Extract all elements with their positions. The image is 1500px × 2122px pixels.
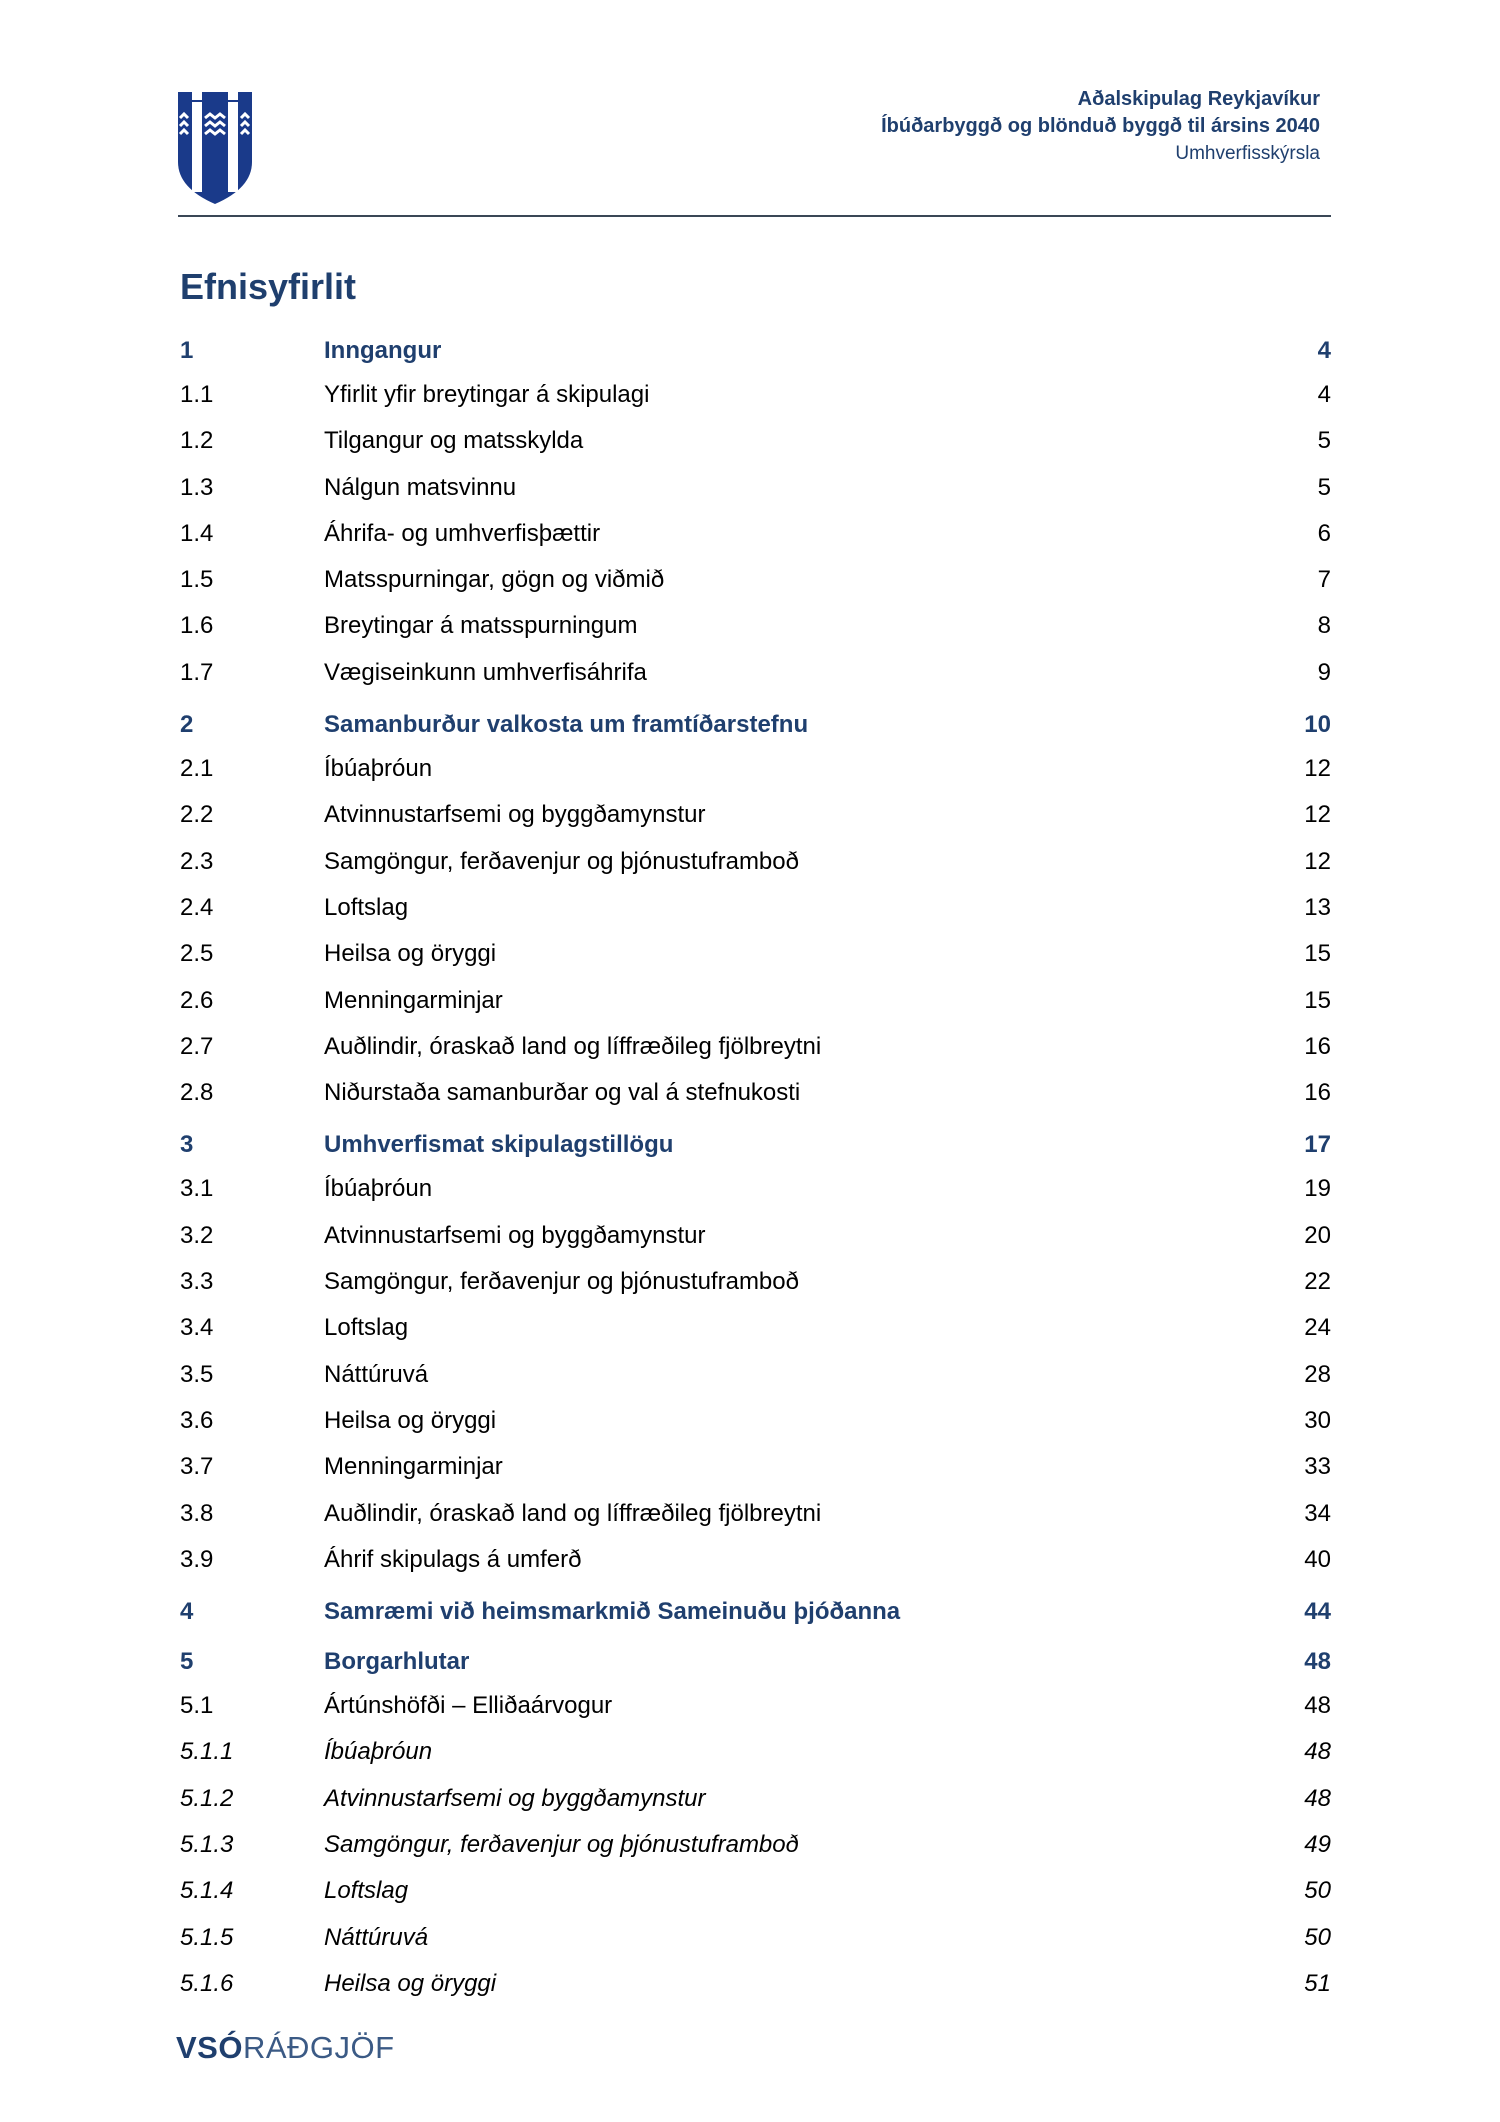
- toc-entry-number: 3.9: [180, 1545, 214, 1573]
- toc-entry-page[interactable]: 49: [1304, 1831, 1331, 1859]
- toc-entry-page[interactable]: 48: [1304, 1738, 1331, 1766]
- toc-entry-title[interactable]: Menningarminjar: [324, 1453, 503, 1481]
- header-report-type: Umhverfisskýrsla: [1175, 143, 1320, 164]
- toc-title: Efnisyfirlit: [180, 266, 357, 307]
- toc-entry-title[interactable]: Umhverfismat skipulagstillögu: [324, 1131, 674, 1159]
- toc-section-entry[interactable]: [180, 746, 1331, 792]
- header-plan-subtitle: Íbúðarbyggð og blönduð byggð til ársins 2040: [881, 115, 1320, 137]
- toc-entry-number: 1.7: [180, 658, 214, 686]
- toc-entry-title[interactable]: Auðlindir, óraskað land og líffræðileg fjölbreytni: [324, 1499, 822, 1527]
- toc-entry-page[interactable]: 13: [1304, 893, 1331, 921]
- toc-entry-title[interactable]: Loftslag: [324, 893, 409, 921]
- toc-section-entry[interactable]: [180, 1491, 1331, 1537]
- toc-entry-number: 5.1.6: [180, 1969, 234, 1997]
- toc-entry-number: 2.5: [180, 940, 214, 968]
- toc-entry-title[interactable]: Heilsa og öryggi: [324, 1406, 497, 1434]
- toc-entry-page[interactable]: 34: [1304, 1499, 1331, 1527]
- toc-section-entry[interactable]: [180, 1444, 1331, 1490]
- toc-entry-page[interactable]: 15: [1304, 940, 1331, 968]
- toc-entry-number: 2.1: [180, 755, 214, 783]
- toc-entry-page[interactable]: 8: [1317, 612, 1331, 640]
- toc-entry-page[interactable]: 9: [1317, 658, 1331, 686]
- toc-subsection-entry[interactable]: [180, 1776, 1331, 1822]
- toc-entry-title[interactable]: Íbúaþróun: [324, 755, 433, 783]
- footer-brand-bold: VSÓ: [176, 2030, 243, 2065]
- toc-entry-title[interactable]: Vægiseinkunn umhverfisáhrifa: [324, 658, 647, 686]
- toc-entry-title[interactable]: Náttúruvá: [324, 1923, 429, 1951]
- toc-entry-page[interactable]: 10: [1304, 711, 1331, 739]
- reykjavik-coat-of-arms-icon: [178, 92, 252, 204]
- toc-entry-title[interactable]: Ártúnshöfði – Elliðaárvogur: [324, 1692, 613, 1720]
- toc-entry-title[interactable]: Loftslag: [324, 1314, 409, 1342]
- toc-entry-number: 2.7: [180, 1032, 214, 1060]
- toc-entry-number: 1.2: [180, 427, 214, 455]
- toc-entry-page[interactable]: 44: [1304, 1598, 1331, 1626]
- toc-entry-number: 1: [180, 337, 194, 364]
- toc-entry-page[interactable]: 24: [1304, 1314, 1331, 1342]
- toc-section-entry[interactable]: [180, 511, 1331, 557]
- toc-entry-title[interactable]: Heilsa og öryggi: [324, 1969, 497, 1997]
- toc-entry-page[interactable]: 6: [1317, 519, 1331, 547]
- toc-entry-number: 3.7: [180, 1453, 214, 1481]
- toc-entry-number: 5.1.2: [180, 1784, 234, 1812]
- toc-entry-number: 2.3: [180, 847, 214, 875]
- toc-entry-page[interactable]: 22: [1304, 1268, 1331, 1296]
- table-of-contents: [180, 330, 1331, 2007]
- toc-chapter-entry[interactable]: [180, 704, 1331, 746]
- toc-entry-page[interactable]: 7: [1317, 566, 1331, 594]
- toc-entry-title[interactable]: Niðurstaða samanburðar og val á stefnukosti: [324, 1079, 801, 1107]
- vso-radgjof-logo: [176, 2030, 395, 2066]
- toc-section-entry[interactable]: [180, 1683, 1331, 1729]
- toc-entry-page[interactable]: 48: [1304, 1648, 1331, 1676]
- toc-entry-page[interactable]: 30: [1304, 1406, 1331, 1434]
- toc-entry-number: 1.6: [180, 612, 214, 640]
- toc-section-entry[interactable]: [180, 1305, 1331, 1351]
- toc-entry-title[interactable]: Matsspurningar, gögn og viðmið: [324, 566, 665, 594]
- toc-entry-page[interactable]: 20: [1304, 1221, 1331, 1249]
- toc-section-entry[interactable]: [180, 650, 1331, 696]
- toc-section-entry[interactable]: [180, 885, 1331, 931]
- toc-entry-number: 1.3: [180, 473, 214, 501]
- toc-entry-page[interactable]: 5: [1317, 473, 1331, 501]
- toc-entry-number: 5.1.4: [180, 1877, 234, 1905]
- toc-entry-number: 3.1: [180, 1175, 214, 1203]
- toc-entry-title[interactable]: Auðlindir, óraskað land og líffræðileg fjölbreytni: [324, 1032, 822, 1060]
- toc-entry-title[interactable]: Íbúaþróun: [324, 1738, 433, 1766]
- toc-entry-page[interactable]: 33: [1304, 1453, 1331, 1481]
- toc-section-entry[interactable]: [180, 372, 1331, 418]
- toc-section-entry[interactable]: [180, 1166, 1331, 1212]
- toc-entry-page[interactable]: 5: [1317, 427, 1331, 455]
- toc-entry-number: 3.4: [180, 1314, 214, 1342]
- toc-entry-number: 5.1.5: [180, 1923, 234, 1951]
- toc-entry-title[interactable]: Atvinnustarfsemi og byggðamynstur: [324, 1221, 706, 1249]
- toc-section-entry[interactable]: [180, 978, 1331, 1024]
- toc-section-entry[interactable]: [180, 792, 1331, 838]
- toc-entry-number: 5.1.1: [180, 1738, 234, 1766]
- toc-entry-title[interactable]: Íbúaþróun: [324, 1175, 433, 1203]
- toc-entry-page[interactable]: 50: [1304, 1877, 1331, 1905]
- toc-entry-title[interactable]: Áhrifa- og umhverfisþættir: [324, 519, 601, 547]
- toc-entry-number: 1.1: [180, 381, 214, 408]
- toc-entry-title[interactable]: Tilgangur og matsskylda: [324, 427, 584, 455]
- toc-entry-page[interactable]: 50: [1304, 1923, 1331, 1951]
- toc-entry-number: 3.3: [180, 1268, 214, 1296]
- toc-entry-title[interactable]: Samræmi við heimsmarkmið Sameinuðu þjóðanna: [324, 1598, 901, 1626]
- toc-section-entry[interactable]: [180, 418, 1331, 464]
- toc-section-entry[interactable]: [180, 1352, 1331, 1398]
- toc-entry-page[interactable]: 48: [1304, 1692, 1331, 1720]
- toc-section-entry[interactable]: [180, 465, 1331, 511]
- toc-entry-page[interactable]: 4: [1317, 381, 1331, 408]
- toc-entry-number: 5.1: [180, 1692, 214, 1720]
- toc-entry-title[interactable]: Heilsa og öryggi: [324, 940, 497, 968]
- toc-entry-title[interactable]: Áhrif skipulags á umferð: [324, 1545, 582, 1573]
- toc-subsection-entry[interactable]: [180, 1961, 1331, 2007]
- toc-entry-title[interactable]: Samgöngur, ferðavenjur og þjónustuframboð: [324, 1268, 799, 1296]
- footer-brand-light: RÁÐGJÖF: [242, 2030, 395, 2065]
- toc-subsection-entry[interactable]: [180, 1868, 1331, 1914]
- toc-chapter-entry[interactable]: [180, 1591, 1331, 1633]
- toc-entry-number: 4: [180, 1598, 194, 1626]
- toc-entry-title[interactable]: Nálgun matsvinnu: [324, 473, 517, 501]
- toc-section-entry[interactable]: [180, 1070, 1331, 1116]
- toc-entry-title[interactable]: Samanburður valkosta um framtíðarstefnu: [324, 711, 809, 739]
- toc-entry-number: 2.8: [180, 1079, 214, 1107]
- toc-entry-title[interactable]: Samgöngur, ferðavenjur og þjónustuframboð: [324, 847, 799, 875]
- toc-entry-title[interactable]: Samgöngur, ferðavenjur og þjónustuframboð: [324, 1831, 799, 1859]
- toc-section-entry[interactable]: [180, 1024, 1331, 1070]
- toc-entry-page[interactable]: 4: [1317, 337, 1331, 364]
- toc-entry-title[interactable]: Yfirlit yfir breytingar á skipulagi: [324, 381, 650, 408]
- toc-entry-number: 2.6: [180, 986, 214, 1014]
- toc-entry-title[interactable]: Breytingar á matsspurningum: [324, 612, 638, 640]
- toc-section-entry[interactable]: [180, 603, 1331, 649]
- toc-subsection-entry[interactable]: [180, 1729, 1331, 1775]
- toc-entry-number: 1.4: [180, 519, 214, 547]
- toc-subsection-entry[interactable]: [180, 1822, 1331, 1868]
- toc-entry-page[interactable]: 12: [1304, 801, 1331, 829]
- toc-subsection-entry[interactable]: [180, 1915, 1331, 1961]
- toc-section-entry[interactable]: [180, 1398, 1331, 1444]
- toc-entry-number: 3.5: [180, 1360, 214, 1388]
- toc-entry-page[interactable]: 19: [1304, 1175, 1331, 1203]
- toc-entry-page[interactable]: 16: [1304, 1032, 1331, 1060]
- toc-entry-number: 3: [180, 1131, 194, 1159]
- toc-section-entry[interactable]: [180, 1537, 1331, 1583]
- toc-entry-page[interactable]: 12: [1304, 755, 1331, 783]
- toc-entry-page[interactable]: 51: [1304, 1969, 1331, 1997]
- toc-entry-number: 5: [180, 1648, 194, 1676]
- toc-entry-title[interactable]: Atvinnustarfsemi og byggðamynstur: [324, 801, 706, 829]
- toc-entry-page[interactable]: 28: [1304, 1360, 1331, 1388]
- toc-entry-number: 2.2: [180, 801, 214, 829]
- toc-entry-page[interactable]: 17: [1304, 1131, 1331, 1159]
- toc-entry-page[interactable]: 48: [1304, 1784, 1331, 1812]
- toc-entry-title[interactable]: Náttúruvá: [324, 1360, 429, 1388]
- toc-entry-title[interactable]: Inngangur: [324, 337, 442, 364]
- toc-section-entry[interactable]: [180, 839, 1331, 885]
- toc-section-entry[interactable]: [180, 1213, 1331, 1259]
- toc-chapter-entry[interactable]: [180, 1124, 1331, 1166]
- toc-entry-number: 3.2: [180, 1221, 214, 1249]
- document-header: [881, 86, 1320, 167]
- toc-entry-title[interactable]: Atvinnustarfsemi og byggðamynstur: [324, 1784, 706, 1812]
- toc-entry-page[interactable]: 16: [1304, 1079, 1331, 1107]
- toc-entry-page[interactable]: 40: [1304, 1545, 1331, 1573]
- header-divider: [178, 215, 1331, 217]
- toc-entry-number: 5.1.3: [180, 1831, 234, 1859]
- toc-entry-page[interactable]: 12: [1304, 847, 1331, 875]
- toc-entry-title[interactable]: Loftslag: [324, 1877, 409, 1905]
- toc-entry-page[interactable]: 15: [1304, 986, 1331, 1014]
- header-plan-title: Aðalskipulag Reykjavíkur: [1077, 88, 1320, 110]
- toc-entry-number: 3.6: [180, 1406, 214, 1434]
- toc-entry-title[interactable]: Menningarminjar: [324, 986, 503, 1014]
- toc-section-entry[interactable]: [180, 1259, 1331, 1305]
- toc-chapter-entry[interactable]: [180, 1641, 1331, 1683]
- toc-entry-number: 1.5: [180, 566, 214, 594]
- toc-entry-number: 3.8: [180, 1499, 214, 1527]
- toc-section-entry[interactable]: [180, 931, 1331, 977]
- toc-section-entry[interactable]: [180, 557, 1331, 603]
- toc-entry-title[interactable]: Borgarhlutar: [324, 1648, 470, 1676]
- toc-entry-number: 2: [180, 711, 194, 739]
- toc-chapter-entry[interactable]: [180, 330, 1331, 372]
- toc-entry-number: 2.4: [180, 893, 214, 921]
